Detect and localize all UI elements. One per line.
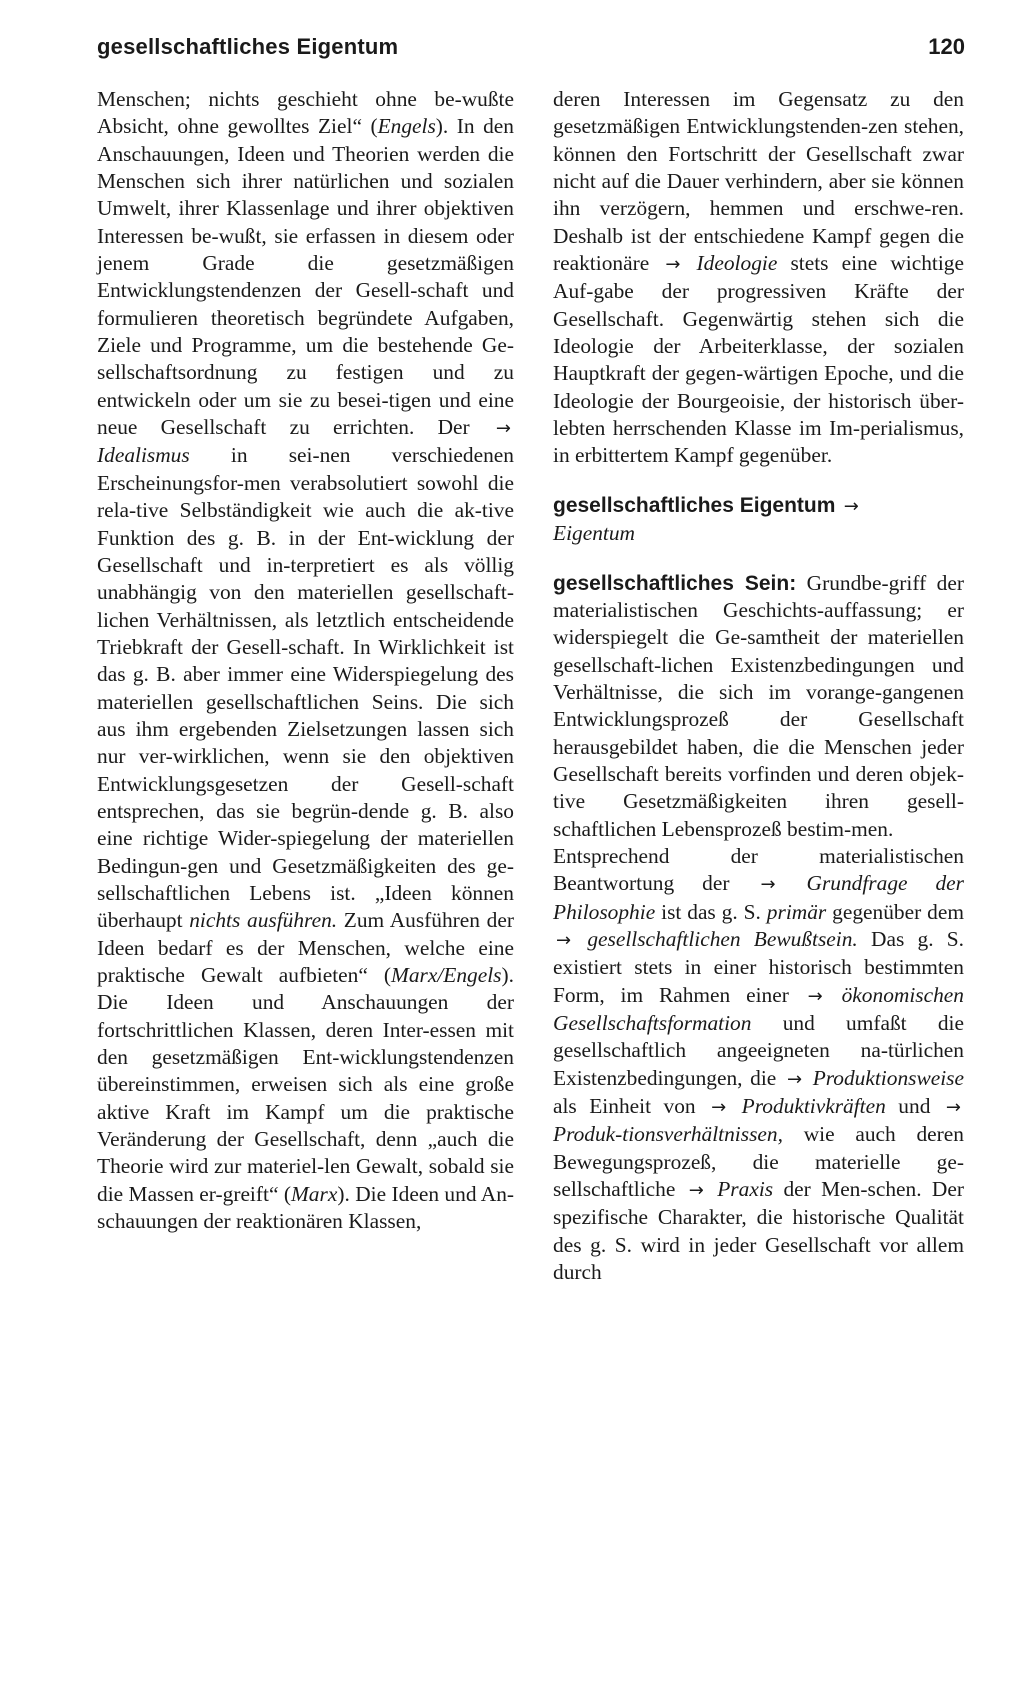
arrow-right-icon: → <box>843 495 859 517</box>
right-paragraph <box>553 843 964 1287</box>
left-column <box>97 86 514 1235</box>
cross-reference-link[interactable]: Produk-tionsverhältnissen, <box>553 1122 783 1147</box>
arrow-right-icon: → <box>786 1068 803 1090</box>
text: und <box>898 1094 931 1119</box>
text: Menschen; nichts geschieht ohne be-wußte Absicht, ohne gewolltes Ziel“ ( <box>97 87 514 139</box>
cross-reference-link[interactable]: Praxis <box>717 1177 774 1202</box>
cross-reference-link[interactable]: Ideologie <box>696 251 778 276</box>
text: wie auch deren Bewegungsprozeß, die materielle ge-sellschaftliche <box>553 1122 964 1202</box>
text: und umfaßt die gesellschaftlich angeeigneten na-türlichen Existenzbedingungen, die <box>553 1011 964 1090</box>
arrow-right-icon: → <box>665 254 681 276</box>
arrow-right-icon: → <box>495 418 511 440</box>
cross-reference-link[interactable]: ökonomischen Gesellschaftsformation <box>553 982 964 1035</box>
right-paragraph <box>553 86 964 470</box>
page-number: 120 <box>928 34 965 59</box>
cross-reference-link[interactable]: Idealismus <box>97 443 190 468</box>
cross-reference-link[interactable]: Produktionsweise <box>812 1065 964 1090</box>
arrow-right-icon: → <box>556 929 572 951</box>
citation: Marx/Engels <box>391 963 502 987</box>
arrow-right-icon: → <box>688 1180 704 1202</box>
text: ). Die Ideen und An-schauungen der reaktionären Klassen, <box>97 1181 515 1234</box>
right-column <box>553 86 964 1286</box>
text: der Men-schen. Der spezifische Charakter, die historische Qualität des g. S. wird in jeder Gesellschaft vor allem durch <box>553 1177 964 1285</box>
cross-reference-link[interactable]: Eigentum <box>553 521 635 546</box>
cross-reference-link[interactable]: gesellschaftlichen Bewußtsein. <box>587 926 858 951</box>
text: ist das g. S. <box>661 899 761 924</box>
entry-gesellschaftliches-eigentum <box>553 492 964 548</box>
entry-headword: gesellschaftliches Sein: <box>553 571 797 595</box>
text: Entsprechend der materialistischen Beantwortung der <box>553 843 964 896</box>
cross-reference-link[interactable]: Grundfrage der Philosophie <box>553 871 964 924</box>
left-paragraph <box>97 86 514 1235</box>
text: ). In den Anschauungen, Ideen und Theorien werden die Menschen sich ihrer natürlichen und sozialen Umwelt, ihrer Klassenlage und ihrer objektiven Interessen be-wußt, sie erfassen in diesem oder jenem Grade die gesetzmäßigen Entwicklungstendenzen der Gesell-schaft und formulieren theoretisch begründete Aufgaben, Ziele und Programme, um die bestehende Ge-sellschaftsordnung zu festigen und zu entwickeln oder um sie zu besei-tigen und eine neue Gesellschaft zu errichten. Der <box>97 114 514 440</box>
arrow-right-icon: → <box>760 874 776 896</box>
text: gegenüber dem <box>832 899 964 924</box>
entry-headword: gesellschaftliches Eigentum <box>553 493 836 517</box>
cross-reference-link[interactable]: Produktivkräften <box>741 1094 886 1119</box>
page-header-title: gesellschaftliches Eigentum <box>97 34 399 59</box>
arrow-right-icon: → <box>945 1097 961 1119</box>
entry-gesellschaftliches-sein <box>553 570 964 843</box>
text: Zum Ausführen der Ideen bedarf es der Menschen, welche eine praktische Gewalt aufbieten“ ( <box>97 908 514 987</box>
text: in sei-nen verschiedenen Erscheinungsfor-men verabsolutiert sowohl die rela-tive Selbständigkeit wie auch die ak-tive Funktion des g. B. in der Ent-wicklung der Gesellschaft und in-terpretiert es als völlig unabhängig von den materiellen gesellschaft-lichen Verhältnissen, als letztlich entscheidende Triebkraft der Gesell-schaft. In Wirklichkeit ist das g. B. aber immer eine Widerspiegelung des materiellen gesellschaftlichen Seins. Die sich aus ihm ergebenden Zielsetzungen lassen sich nur ver-wirklichen, wenn sie den objektiven Entwicklungsgesetzen der Gesell-schaft entsprechen, das sie begrün-dende g. B. also eine richtige Wider-spiegelung der materiellen Bedingun-gen und Gesetzmäßigkeiten des ge-sellschaftlichen Lebens ist. „Ideen können überhaupt <box>97 443 514 933</box>
text: ). Die Ideen und Anschauungen der fortschrittlichen Klassen, deren Inter-essen mit den gesetzmäßigen Ent-wicklungstendenzen übereinstimmen, erweisen sich als eine große aktive Kraft im Kampf um die praktische Veränderung der Gesellschaft, denn „auch die Theorie wird zur materiel-len Gewalt, sobald sie die Massen er-greift“ ( <box>97 963 514 1206</box>
text: deren Interessen im Gegensatz zu den gesetzmäßigen Entwicklungstenden-zen stehen, können den Fortschritt der Gesellschaft zwar nicht auf die Dauer verhindern, aber sie können ihn verzögern, hemmen und erschwe-ren. Deshalb ist der entschiedene Kampf gegen die reaktionäre <box>553 87 964 276</box>
arrow-right-icon: → <box>807 985 823 1007</box>
emphasis: primär <box>766 899 827 924</box>
text: stets eine wichtige Auf-gabe der progressiven Kräfte der Gesellschaft. Gegenwärtig stehen sich die Ideologie der Arbeiterklasse, der sozialen Hauptkraft der gegen-wärtigen Epoche, und die Ideologie der Bourgeoisie, der historisch über-lebten herrschenden Klasse im Im-perialismus, in erbittertem Kampf gegenüber. <box>553 251 964 468</box>
text: Grundbe-griff der materialistischen Geschichts-auffassung; er widerspiegelt die Ge-samtheit der materiellen gesellschaft-lichen Existenzbedingungen und Verhältnisse, die sich im vorange-gangenen Entwicklungsprozeß der Gesellschaft herausgebildet haben, die die Menschen jeder Gesellschaft bereits vorfinden und deren objek-tive Gesetzmäßigkeiten ihren gesell-schaftlichen Lebensprozeß bestim-men. <box>553 570 964 841</box>
text: als Einheit von <box>553 1094 696 1119</box>
emphasis: nichts ausführen. <box>189 908 338 933</box>
arrow-right-icon: → <box>711 1097 727 1119</box>
text: Das g. S. existiert stets in einer historisch bestimmten Form, im Rahmen einer <box>553 926 965 1007</box>
citation: Engels <box>377 114 436 139</box>
citation: Marx <box>290 1181 338 1206</box>
